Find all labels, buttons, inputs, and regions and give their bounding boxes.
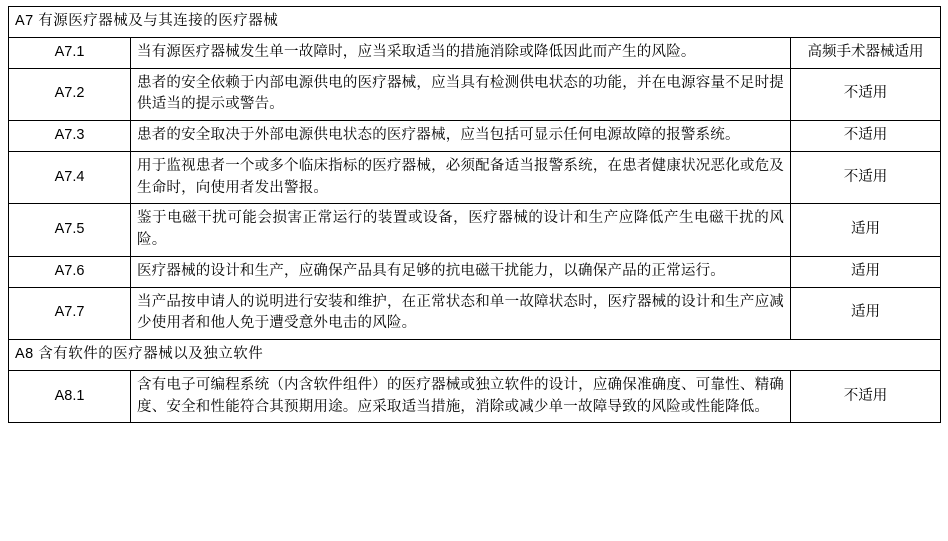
applicability-value: 高频手术器械适用 — [791, 37, 941, 68]
requirement-id: A7.1 — [9, 37, 131, 68]
applicability-value: 不适用 — [791, 121, 941, 152]
requirement-text: 患者的安全取决于外部电源供电状态的医疗器械，应当包括可显示任何电源故障的报警系统。 — [131, 121, 791, 152]
section-heading-row — [9, 340, 941, 371]
requirement-text: 含有电子可编程系统（内含软件组件）的医疗器械或独立软件的设计，应确保准确度、可靠性、精确度、安全和性能符合其预期用途。应采取适当措施，消除或减少单一故障导致的风险或性能降低。 — [131, 370, 791, 423]
requirement-text: 用于监视患者一个或多个临床指标的医疗器械，必须配备适当报警系统，在患者健康状况恶化或危及生命时，向使用者发出警报。 — [131, 151, 791, 204]
applicability-value: 适用 — [791, 256, 941, 287]
requirement-id: A7.4 — [9, 151, 131, 204]
table-row — [9, 204, 941, 257]
applicability-value: 适用 — [791, 287, 941, 340]
applicability-value: 不适用 — [791, 370, 941, 423]
requirement-id: A7.6 — [9, 256, 131, 287]
table-row — [9, 68, 941, 121]
requirement-id: A7.3 — [9, 121, 131, 152]
table-row — [9, 37, 941, 68]
requirement-id: A7.7 — [9, 287, 131, 340]
requirements-table — [8, 6, 941, 423]
requirement-text: 鉴于电磁干扰可能会损害正常运行的装置或设备，医疗器械的设计和生产应降低产生电磁干扰的风险。 — [131, 204, 791, 257]
section-heading-row — [9, 7, 941, 38]
table-row — [9, 370, 941, 423]
applicability-value: 不适用 — [791, 151, 941, 204]
table-body — [9, 7, 941, 423]
requirement-text: 当产品按申请人的说明进行安装和维护，在正常状态和单一故障状态时，医疗器械的设计和生产应减少使用者和他人免于遭受意外电击的风险。 — [131, 287, 791, 340]
applicability-value: 适用 — [791, 204, 941, 257]
requirement-id: A7.5 — [9, 204, 131, 257]
table-row — [9, 287, 941, 340]
section-heading-a8: A8 含有软件的医疗器械以及独立软件 — [9, 340, 941, 371]
requirement-text: 当有源医疗器械发生单一故障时，应当采取适当的措施消除或降低因此而产生的风险。 — [131, 37, 791, 68]
requirement-text: 医疗器械的设计和生产，应确保产品具有足够的抗电磁干扰能力，以确保产品的正常运行。 — [131, 256, 791, 287]
requirement-id: A8.1 — [9, 370, 131, 423]
table-row — [9, 256, 941, 287]
section-heading-a7: A7 有源医疗器械及与其连接的医疗器械 — [9, 7, 941, 38]
table-row — [9, 121, 941, 152]
table-row — [9, 151, 941, 204]
requirement-text: 患者的安全依赖于内部电源供电的医疗器械，应当具有检测供电状态的功能，并在电源容量不足时提供适当的提示或警告。 — [131, 68, 791, 121]
requirement-id: A7.2 — [9, 68, 131, 121]
applicability-value: 不适用 — [791, 68, 941, 121]
